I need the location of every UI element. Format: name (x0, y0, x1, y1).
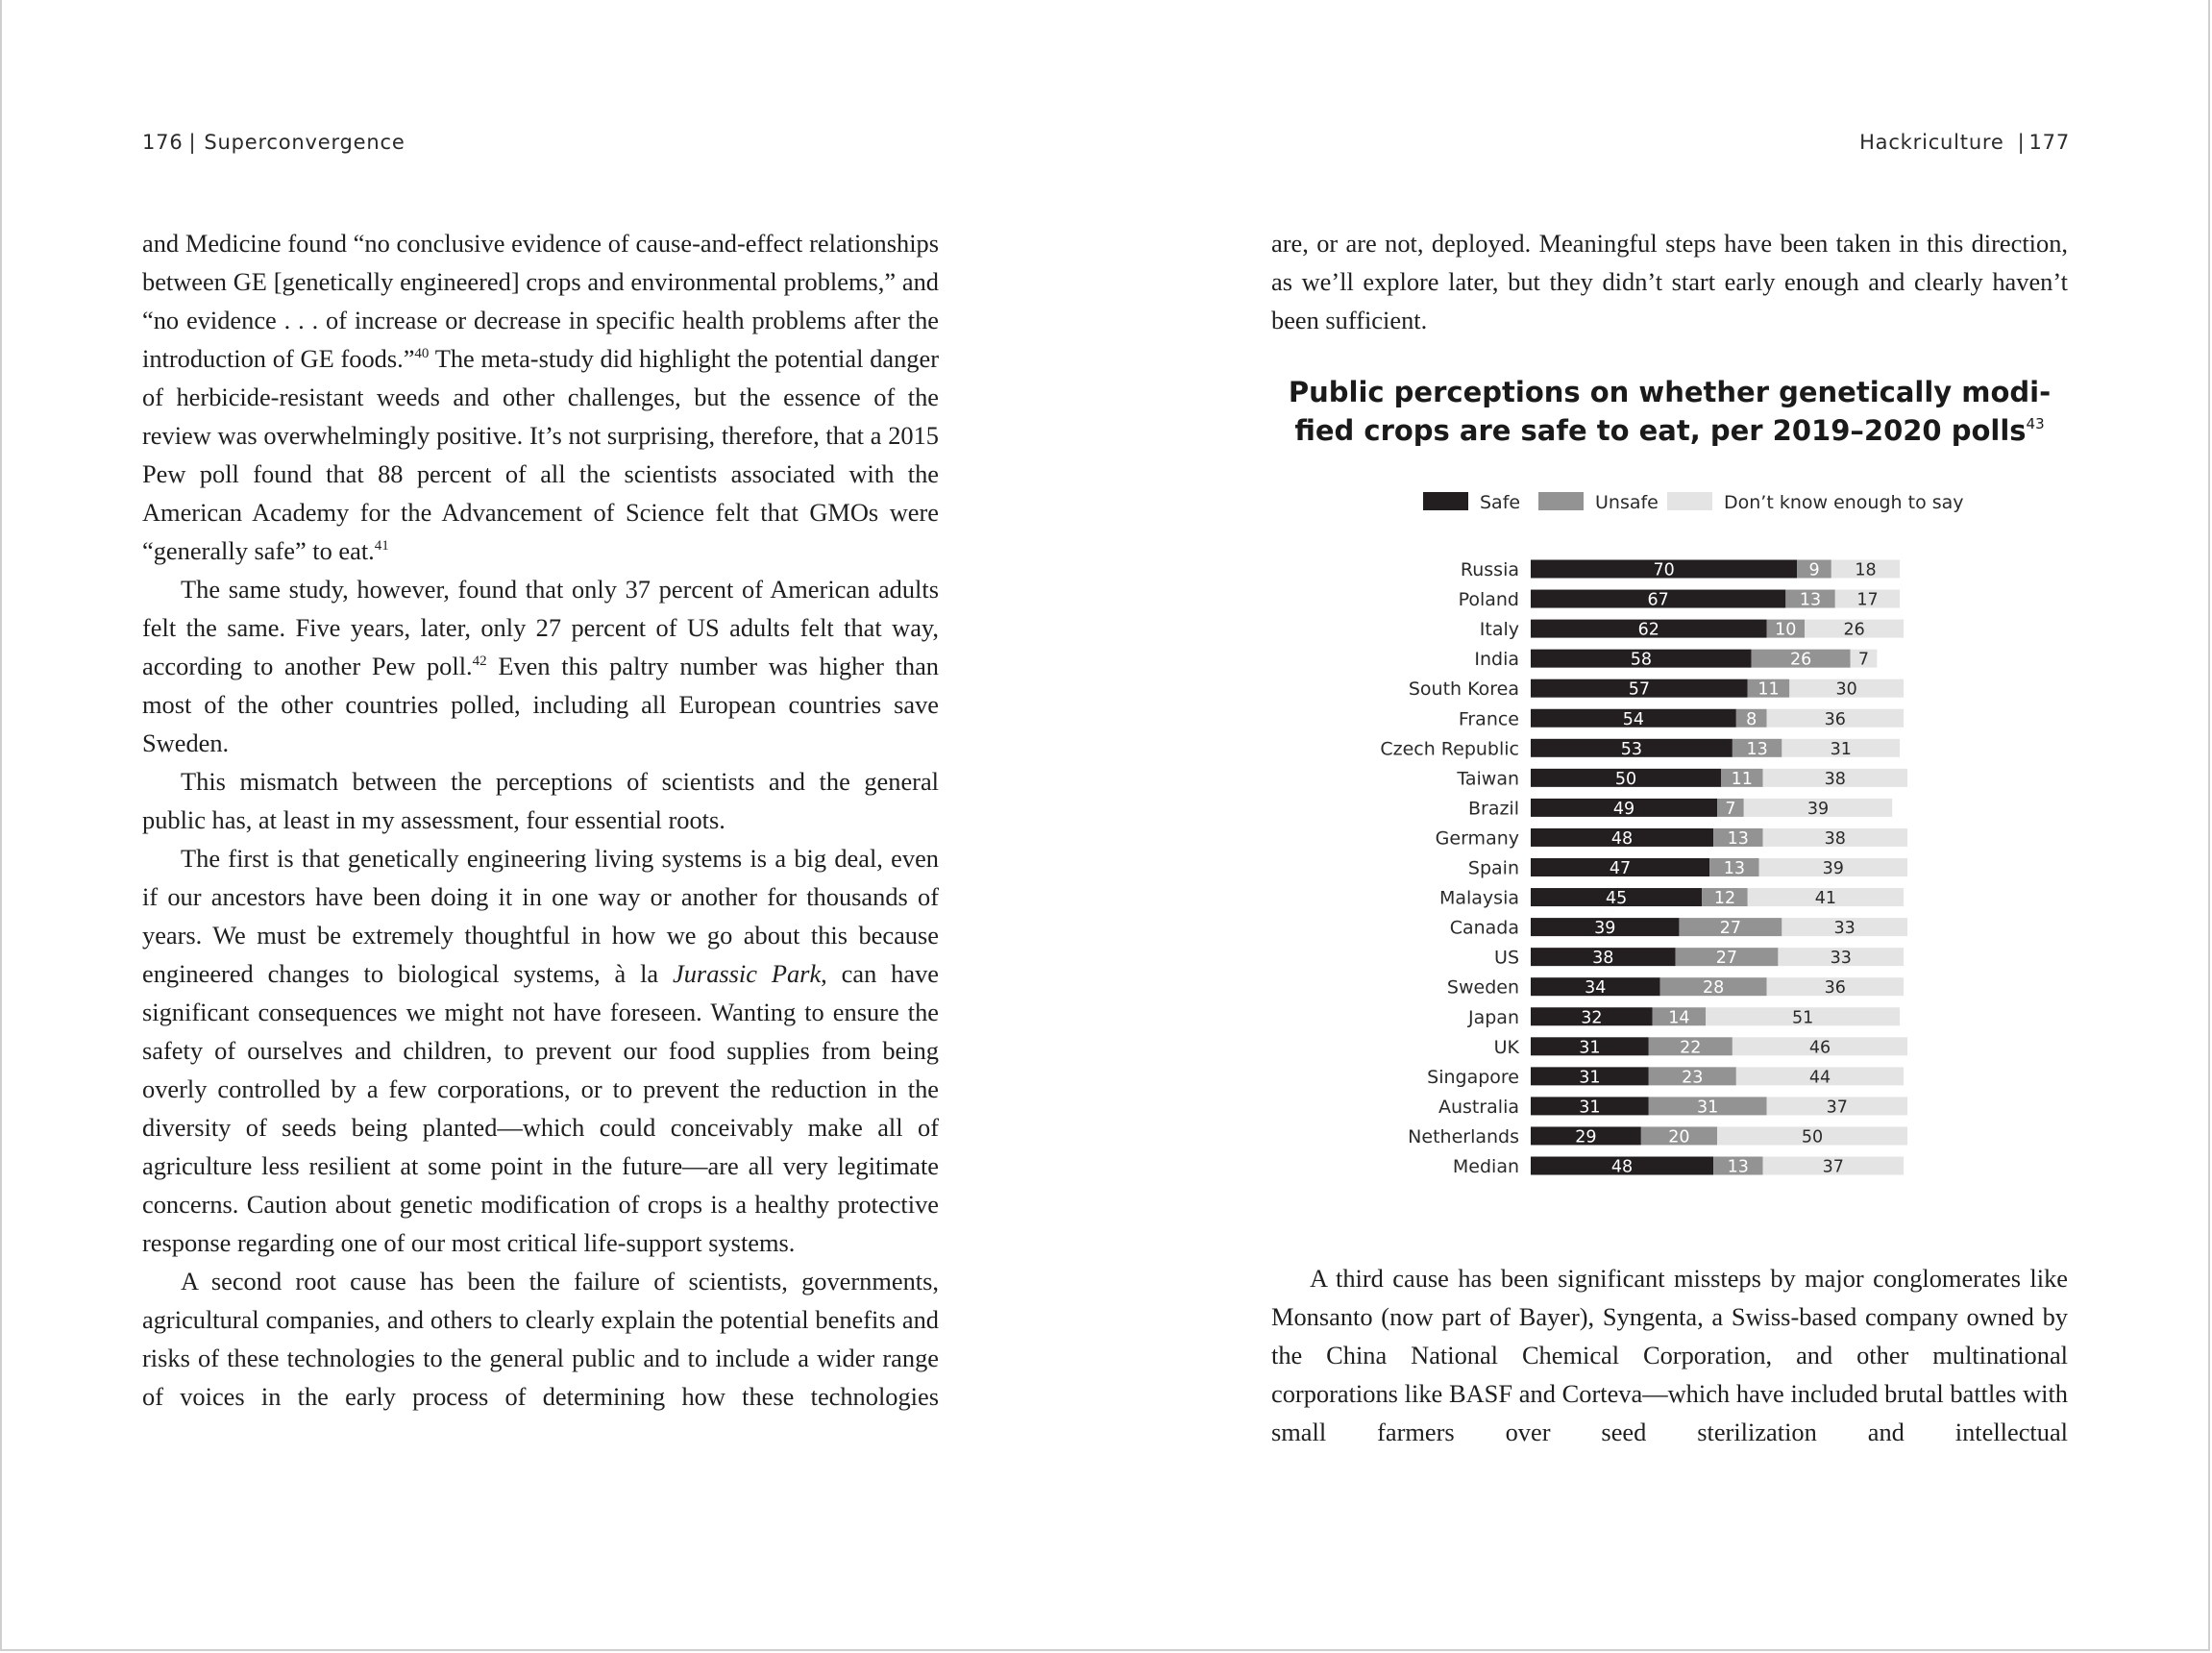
data-label: 41 (1814, 889, 1837, 909)
data-label: 37 (1822, 1157, 1844, 1177)
data-label: 18 (1855, 560, 1877, 580)
running-head-separator: | (188, 131, 197, 154)
right-page-body-bottom (1271, 1259, 2068, 1451)
data-label: 11 (1731, 769, 1753, 789)
data-label: 28 (1702, 978, 1725, 999)
data-label: 36 (1824, 978, 1846, 999)
data-label: 48 (1610, 828, 1634, 849)
data-label: 26 (1790, 650, 1812, 670)
chart-title-line-1: Public perceptions on whether genetically modi- (1288, 376, 2052, 408)
data-label: 39 (1594, 919, 1616, 939)
chart-title-line-2: fied crops are safe to eat, per 2019–2020 polls (1294, 414, 2027, 447)
data-label: 38 (1824, 769, 1846, 789)
data-label: 7 (1725, 799, 1736, 819)
category-label: Australia (1438, 1096, 1519, 1118)
legend-label: Don’t know enough to say (1724, 492, 1964, 513)
data-label: 34 (1585, 978, 1607, 999)
data-label: 14 (1668, 1008, 1690, 1028)
body-paragraph: A second root cause has been the failure of scientists, governments, agricultural companies, and others to clearly explain the potential benefits and risks of these technologies to the general public and to include a wider range of voices in the early process of determining how these technologies (142, 1267, 939, 1411)
running-title-right: Hackriculture (1859, 131, 2004, 154)
category-label: Canada (1449, 917, 1519, 939)
running-head-left (142, 131, 406, 154)
body-paragraph: The first is that genetically engineering living systems is a big deal, even if our ancestors have been doing it in one way or another for thousands of years. We must be extremely thoughtful in how we go about this because engineered changes to biological systems, à la Jurassic Park, can have significant consequences we might not have foreseen. Wanting to ensure the safety of ourselves and children, to prevent our food supplies from being overly controlled by a few corporations, or to prevent the reduction in the diversity of seeds being planted—which could conceivably make all of agriculture less resilient at some point in the future—are all very legitimate concerns. Caution about genetic modification of crops is a healthy protective response regarding one of our most critical life-support systems. (142, 844, 939, 1257)
legend-swatch (1667, 492, 1712, 510)
data-label: 51 (1791, 1008, 1814, 1028)
data-label: 11 (1757, 679, 1780, 700)
data-label: 8 (1746, 709, 1757, 729)
data-label: 22 (1680, 1038, 1702, 1058)
category-label: South Korea (1408, 678, 1519, 701)
data-label: 31 (1579, 1038, 1601, 1058)
data-label: 38 (1824, 828, 1846, 849)
running-title-left: Superconvergence (204, 131, 406, 154)
category-label: India (1474, 649, 1519, 671)
data-label: 23 (1682, 1068, 1704, 1088)
body-paragraph: A third cause has been significant missteps by major conglomerates like Monsanto (now part of Bayer), Syngenta, a Swiss-based company owned by the China National Chemical Corporation, and other multinational corporations like BASF and Corteva—which have included brutal battles with small farmers over seed sterilization and intellectual (1271, 1264, 2068, 1446)
data-label: 13 (1746, 739, 1768, 759)
data-label: 47 (1609, 859, 1632, 878)
category-label: Russia (1460, 559, 1519, 580)
data-label: 53 (1620, 739, 1643, 759)
data-label: 49 (1612, 799, 1635, 819)
category-label: Sweden (1446, 976, 1519, 999)
data-label: 39 (1822, 859, 1844, 878)
legend-swatch (1423, 492, 1468, 510)
running-head-right (1859, 131, 2070, 154)
category-label: Brazil (1467, 798, 1519, 820)
category-label: Netherlands (1408, 1125, 1519, 1147)
data-label: 50 (1614, 769, 1637, 789)
data-label: 48 (1610, 1157, 1634, 1177)
data-label: 33 (1830, 949, 1852, 969)
category-label: Singapore (1427, 1066, 1519, 1088)
data-label: 10 (1775, 620, 1797, 640)
data-label: 13 (1727, 1157, 1749, 1177)
data-label: 36 (1824, 709, 1846, 729)
data-label: 31 (1696, 1098, 1719, 1118)
data-label: 9 (1808, 560, 1820, 580)
data-label: 70 (1653, 560, 1675, 580)
data-label: 26 (1843, 620, 1865, 640)
chart-title (1271, 373, 2068, 450)
legend-label: Unsafe (1595, 492, 1659, 513)
data-label: 17 (1856, 590, 1879, 610)
data-label: 31 (1579, 1098, 1601, 1118)
body-paragraph: are, or are not, deployed. Meaningful steps have been taken in this direction, as we’ll explore later, but they didn’t start early enough and clearly haven’t been sufficient. (1271, 229, 2068, 334)
data-label: 29 (1575, 1127, 1597, 1147)
data-label: 13 (1723, 859, 1746, 878)
category-label: France (1458, 708, 1519, 730)
category-label: Czech Republic (1380, 738, 1519, 760)
body-paragraph: and Medicine found “no conclusive evidence of cause-and-effect relationships between GE [genetically engineered] crops and environmental problems,” and “no evidence . . . of increase or decrease in specific health problems after the introduction of GE foods.”$^{40}$ The meta-study did highlight the potential danger of herbicide-resistant weeds and other challenges, but the essence of the review was overwhelmingly positive. It’s not surprising, therefore, that a 2015 Pew poll found that 88 percent of all the scientists associated with the American Academy for the Advancement of Science felt that GMOs were “generally safe” to eat.$^{41}$ (142, 229, 939, 565)
data-label: 50 (1801, 1127, 1824, 1147)
data-label: 58 (1630, 650, 1652, 670)
data-label: 44 (1808, 1068, 1831, 1088)
category-label: Median (1452, 1156, 1519, 1177)
data-label: 31 (1830, 739, 1852, 759)
data-label: 20 (1668, 1127, 1690, 1147)
data-label: 13 (1799, 590, 1822, 610)
page-number-right: 177 (2028, 131, 2070, 154)
page-number-left: 176 (142, 131, 184, 154)
data-label: 38 (1592, 949, 1614, 969)
right-page-body-top (1271, 224, 2068, 339)
stacked-bar-chart (1271, 481, 2068, 1192)
data-label: 7 (1857, 650, 1870, 670)
category-label: Germany (1435, 827, 1519, 850)
chart-title-footnote: 43 (2026, 415, 2045, 432)
legend-label: Safe (1480, 492, 1521, 513)
data-label: 67 (1647, 590, 1669, 610)
data-label: 12 (1713, 889, 1736, 909)
body-paragraph: The same study, however, found that only 37 percent of American adults felt the same. Five years, later, only 27 percent of US adults felt that way, according to another Pew poll.$^{42}$ Even this paltry number was higher than most of the other countries polled, including all European countries save Sweden. (142, 575, 940, 757)
data-label: 62 (1637, 620, 1659, 640)
data-label: 54 (1622, 709, 1645, 729)
body-paragraph: This mismatch between the perceptions of scientists and the general public has, at least in my assessment, four essential roots. (142, 767, 939, 834)
category-label: Japan (1468, 1006, 1519, 1028)
data-label: 13 (1727, 828, 1749, 849)
category-label: UK (1493, 1036, 1519, 1058)
category-label: Spain (1467, 857, 1519, 879)
category-label: US (1494, 947, 1519, 969)
running-head-separator: | (2017, 131, 2026, 154)
data-label: 39 (1806, 799, 1830, 819)
data-label: 32 (1581, 1008, 1603, 1028)
category-label: Poland (1458, 589, 1519, 611)
category-label: Taiwan (1457, 768, 1519, 790)
data-label: 27 (1719, 919, 1742, 939)
legend-swatch (1538, 492, 1584, 510)
data-label: 27 (1715, 949, 1738, 969)
data-label: 57 (1628, 679, 1651, 700)
category-label: Italy (1479, 619, 1519, 641)
data-label: 45 (1605, 889, 1628, 909)
category-label: Malaysia (1438, 887, 1519, 909)
left-page-body (142, 224, 939, 1416)
data-label: 37 (1826, 1098, 1848, 1118)
data-label: 30 (1835, 679, 1857, 700)
data-label: 33 (1833, 919, 1856, 939)
data-label: 46 (1808, 1038, 1831, 1058)
data-label: 31 (1579, 1068, 1601, 1088)
